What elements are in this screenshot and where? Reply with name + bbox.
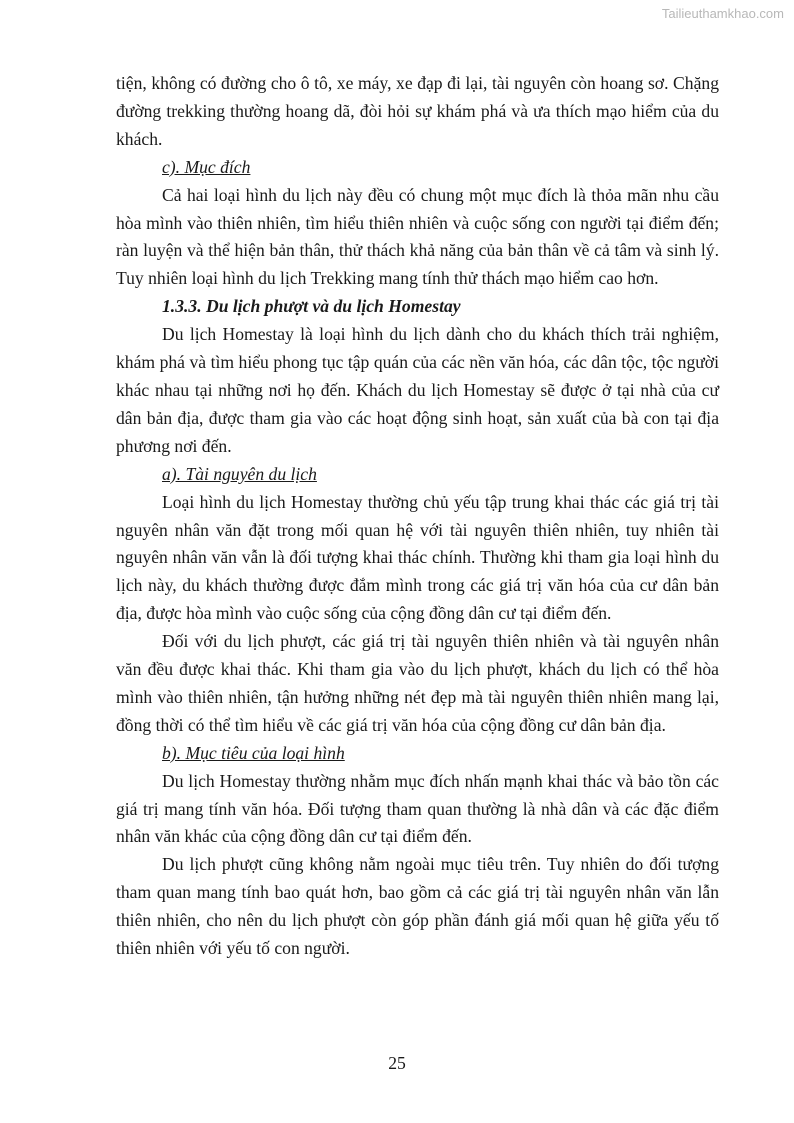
paragraph: Cả hai loại hình du lịch này đều có chung một mục đích là thỏa mãn nhu cầu hòa mình vào thiên nhiên, tìm hiểu thiên nhiên và cuộc sống con người tại điểm đến; ràn luyện và thể hiện bản thân, thử thách khả năng của bản thân về cả tâm và sinh lý. Tuy nhiên loại hình du lịch Trekking mang tính thử thách mạo hiểm cao hơn. [116,184,719,289]
paragraph: Du lịch Homestay là loại hình du lịch dành cho du khách thích trải nghiệm, khám phá và tìm hiểu phong tục tập quán của các nền văn hóa, các dân tộc, tộc người khác nhau tại những nơi họ đến. Khách du lịch Homestay sẽ được ở tại nhà của cư dân bản địa, được tham gia vào các hoạt động sinh hoạt, sản xuất của bà con tại địa phương nơi đến. [116,324,719,456]
section-heading: 1.3.3. Du lịch phượt và du lịch Homestay [162,296,461,317]
page-body [116,70,719,963]
paragraph: Đối với du lịch phượt, các giá trị tài nguyên thiên nhiên và tài nguyên nhân văn đều được khai thác. Khi tham gia vào du lịch phượt, khách du lịch có thể hòa mình vào thiên nhiên, tận hưởng những nét đẹp mà tài nguyên thiên nhiên mang lại, đồng thời có thể tìm hiểu về các giá trị văn hóa của cộng đồng cư dân bản địa. [116,631,719,735]
subheading-goals: b). Mục tiêu của loại hình [162,742,345,763]
paragraph: tiện, không có đường cho ô tô, xe máy, xe đạp đi lại, tài nguyên còn hoang sơ. Chặng đường trekking thường hoang dã, đòi hỏi sự khám phá và ưa thích mạo hiểm của du khách. [116,73,719,149]
paragraph: Loại hình du lịch Homestay thường chủ yếu tập trung khai thác các giá trị tài nguyên nhân văn đặt trong mối quan hệ với tài nguyên thiên nhiên, tuy nhiên tài nguyên nhân văn vẫn là đối tượng khai thác chính. Thường khi tham gia loại hình du lịch này, du khách thường được đắm mình trong các giá trị văn hóa của cư dân bản địa, được hòa mình vào cuộc sống của cộng đồng dân cư tại điểm đến. [116,491,719,624]
watermark: Tailieuthamkhao.com [661,6,784,21]
subheading-resources: a). Tài nguyên du lịch [162,463,317,484]
paragraph: Du lịch phượt cũng không nằm ngoài mục tiêu trên. Tuy nhiên do đối tượng tham quan mang tính bao quát hơn, bao gồm cả các giá trị tài nguyên nhân văn lẫn thiên nhiên, cho nên du lịch phượt còn góp phần đánh giá mối quan hệ giữa yếu tố thiên nhiên với yếu tố con người. [116,854,719,959]
subheading-purpose: c). Mục đích [162,156,251,177]
page-number: 25 [388,1053,406,1073]
paragraph: Du lịch Homestay thường nhằm mục đích nhấn mạnh khai thác và bảo tồn các giá trị mang tính văn hóa. Đối tượng tham quan thường là nhà dân và các đặc điểm nhân văn khác của cộng đồng dân cư tại điểm đến. [116,770,719,847]
